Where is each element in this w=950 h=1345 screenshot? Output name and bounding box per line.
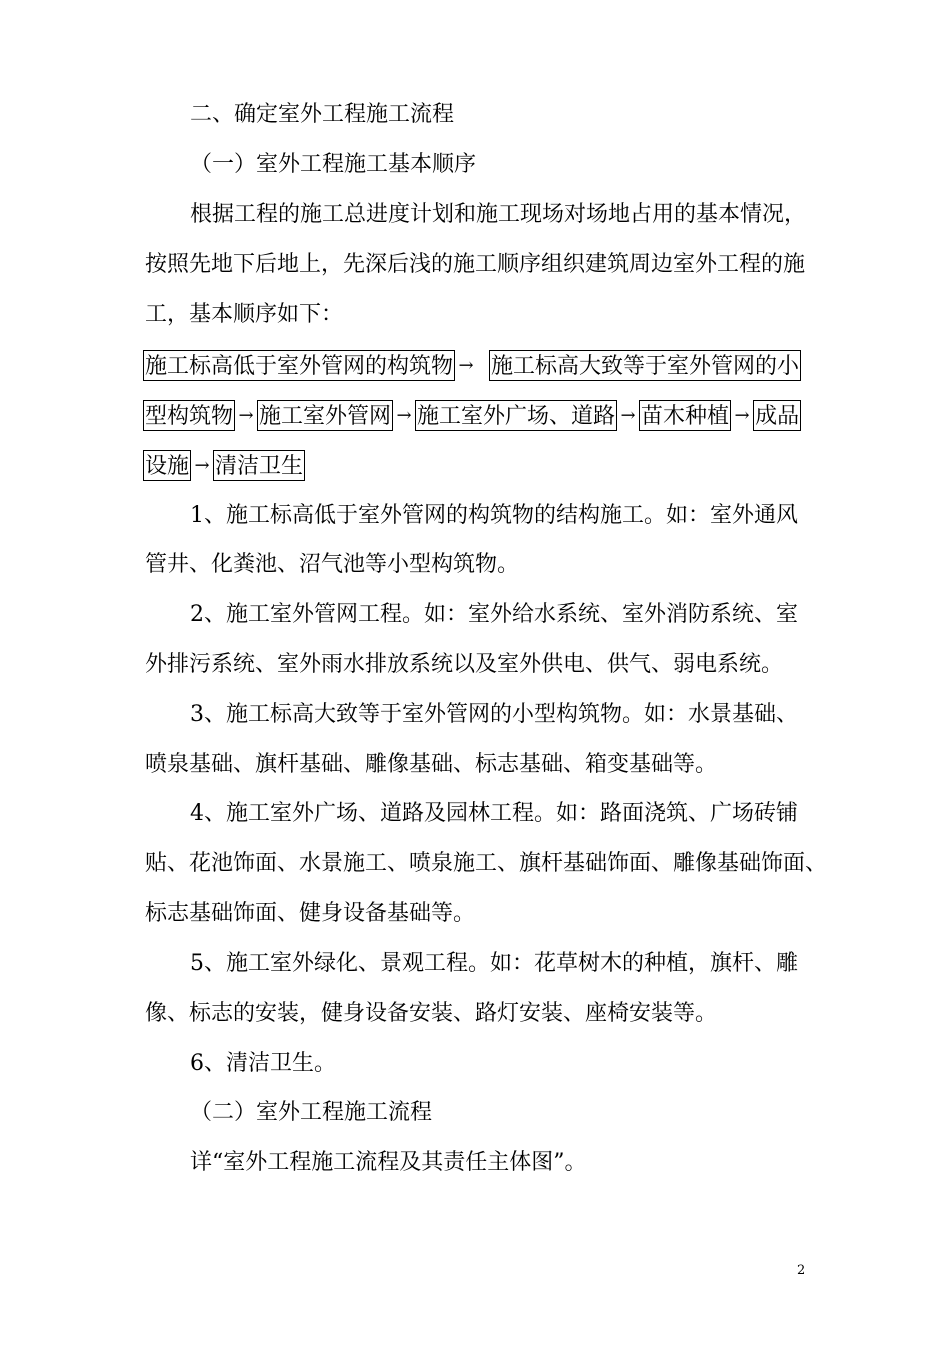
flow-arrow-icon: → bbox=[458, 354, 474, 376]
flow-row-2 bbox=[143, 398, 801, 432]
item-3-line-1: 3、施工标高大致等于室外管网的小型构筑物。如：水景基础、 bbox=[190, 702, 798, 727]
flow-arrow-icon: → bbox=[734, 404, 750, 426]
flow-box-cleaning: 清洁卫生 bbox=[213, 450, 305, 481]
item-2-line-2: 外排污系统、室外雨水排放系统以及室外供电、供气、弱电系统。 bbox=[145, 652, 784, 677]
item-5-line-1: 5、施工室外绿化、景观工程。如：花草树木的种植，旗杆、雕 bbox=[190, 951, 798, 976]
section-heading: 二、确定室外工程施工流程 bbox=[190, 102, 455, 127]
intro-line-3: 工，基本顺序如下： bbox=[145, 302, 344, 327]
flow-arrow-icon: → bbox=[194, 454, 210, 476]
flow-box-planting: 苗木种植 bbox=[639, 400, 731, 431]
item-5-line-2: 像、标志的安装，健身设备安装、路灯安装、座椅安装等。 bbox=[145, 1001, 718, 1026]
item-4-line-3: 标志基础饰面、健身设备基础等。 bbox=[145, 901, 476, 926]
item-1-line-2: 管井、化粪池、沼气池等小型构筑物。 bbox=[145, 552, 520, 577]
flow-row-3 bbox=[143, 448, 305, 482]
subheading-basic-order: （一）室外工程施工基本顺序 bbox=[190, 152, 477, 177]
flow-arrow-icon: → bbox=[396, 404, 412, 426]
flow-box-plaza-roads: 施工室外广场、道路 bbox=[415, 400, 617, 431]
flow-box-low-structures: 施工标高低于室外管网的构筑物 bbox=[143, 350, 455, 381]
flow-arrow-icon: → bbox=[238, 404, 254, 426]
item-4-line-2: 贴、花池饰面、水景施工、喷泉施工、旗杆基础饰面、雕像基础饰面、 bbox=[145, 851, 828, 876]
item-2-line-1: 2、施工室外管网工程。如：室外给水系统、室外消防系统、室 bbox=[190, 602, 798, 627]
item-4-line-1: 4、施工室外广场、道路及园林工程。如：路面浇筑、广场砖铺 bbox=[190, 801, 798, 826]
flow-box-small-structures-cont: 型构筑物 bbox=[143, 400, 235, 431]
subheading-process: （二）室外工程施工流程 bbox=[190, 1100, 433, 1125]
intro-line-1: 根据工程的施工总进度计划和施工现场对场地占用的基本情况， bbox=[190, 202, 807, 227]
detail-reference: 详“室外工程施工流程及其责任主体图”。 bbox=[190, 1150, 587, 1175]
page-number: 2 bbox=[797, 1263, 806, 1278]
item-3-line-2: 喷泉基础、旗杆基础、雕像基础、标志基础、箱变基础等。 bbox=[145, 752, 718, 777]
intro-line-2: 按照先地下后地上，先深后浅的施工顺序组织建筑周边室外工程的施 bbox=[145, 252, 806, 277]
flow-box-facilities-cont: 设施 bbox=[143, 450, 191, 481]
flow-row-1 bbox=[143, 348, 801, 382]
flow-box-small-structures: 施工标高大致等于室外管网的小 bbox=[489, 350, 801, 381]
flow-box-pipe-network: 施工室外管网 bbox=[257, 400, 393, 431]
item-1-line-1: 1、施工标高低于室外管网的构筑物的结构施工。如：室外通风 bbox=[190, 503, 798, 528]
flow-box-facilities: 成品 bbox=[753, 400, 801, 431]
flow-arrow-icon: → bbox=[620, 404, 636, 426]
item-6-line-1: 6、清洁卫生。 bbox=[190, 1051, 336, 1076]
